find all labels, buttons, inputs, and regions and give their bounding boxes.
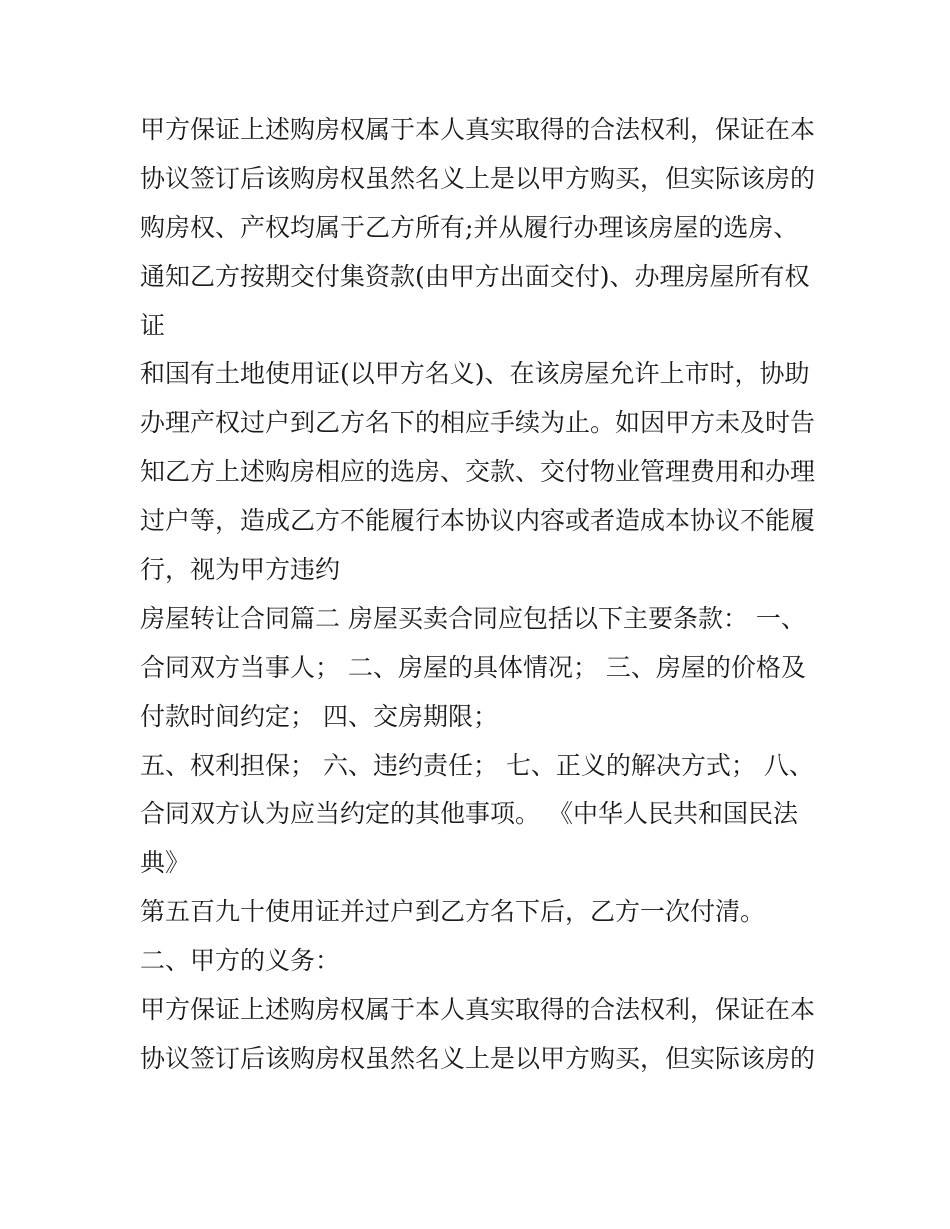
text-line: 付款时间约定； 四、交房期限； — [140, 701, 498, 731]
text-line: 过户等，造成乙方不能履行本协议内容或者造成本协议不能履 — [140, 506, 816, 536]
text-line: 第五百九十使用证并过户到乙方名下后，乙方一次付清。 — [140, 897, 766, 927]
text-line: 证 — [140, 310, 166, 340]
text-line: 知乙方上述购房相应的选房、交款、交付物业管理费用和办理 — [140, 457, 816, 487]
document-body — [140, 106, 830, 1084]
text-line: 通知乙方按期交付集资款(由甲方出面交付)、办理房屋所有权 — [140, 261, 810, 291]
text-line: 甲方保证上述购房权属于本人真实取得的合法权利，保证在本 — [140, 995, 816, 1025]
text-line: 房屋转让合同篇二 房屋买卖合同应包括以下主要条款： 一、 — [140, 603, 806, 633]
text-line: 办理产权过户到乙方名下的相应手续为止。如因甲方未及时告 — [140, 408, 816, 438]
text-line: 行，视为甲方违约 — [140, 555, 341, 585]
text-line: 协议签订后该购房权虽然名义上是以甲方购买，但实际该房的 — [140, 163, 816, 193]
text-line: 典》 — [140, 848, 191, 878]
text-line: 合同双方认为应当约定的其他事项。 《中华人民共和国民法 — [140, 799, 798, 829]
text-line: 甲方保证上述购房权属于本人真实取得的合法权利，保证在本 — [140, 115, 816, 144]
text-line: 协议签订后该购房权虽然名义上是以甲方购买，但实际该房的 — [140, 1043, 816, 1073]
text-line: 五、权利担保； 六、违约责任； 七、正义的解决方式； 八、 — [140, 750, 814, 780]
text-line: 二、甲方的义务： — [140, 946, 341, 976]
text-line: 和国有土地使用证(以甲方名义)、在该房屋允许上市时，协助 — [140, 359, 810, 389]
text-line: 合同双方当事人； 二、房屋的具体情况； 三、房屋的价格及 — [140, 652, 806, 682]
text-line: 购房权、产权均属于乙方所有;并从履行办理该房屋的选房、 — [140, 212, 799, 242]
